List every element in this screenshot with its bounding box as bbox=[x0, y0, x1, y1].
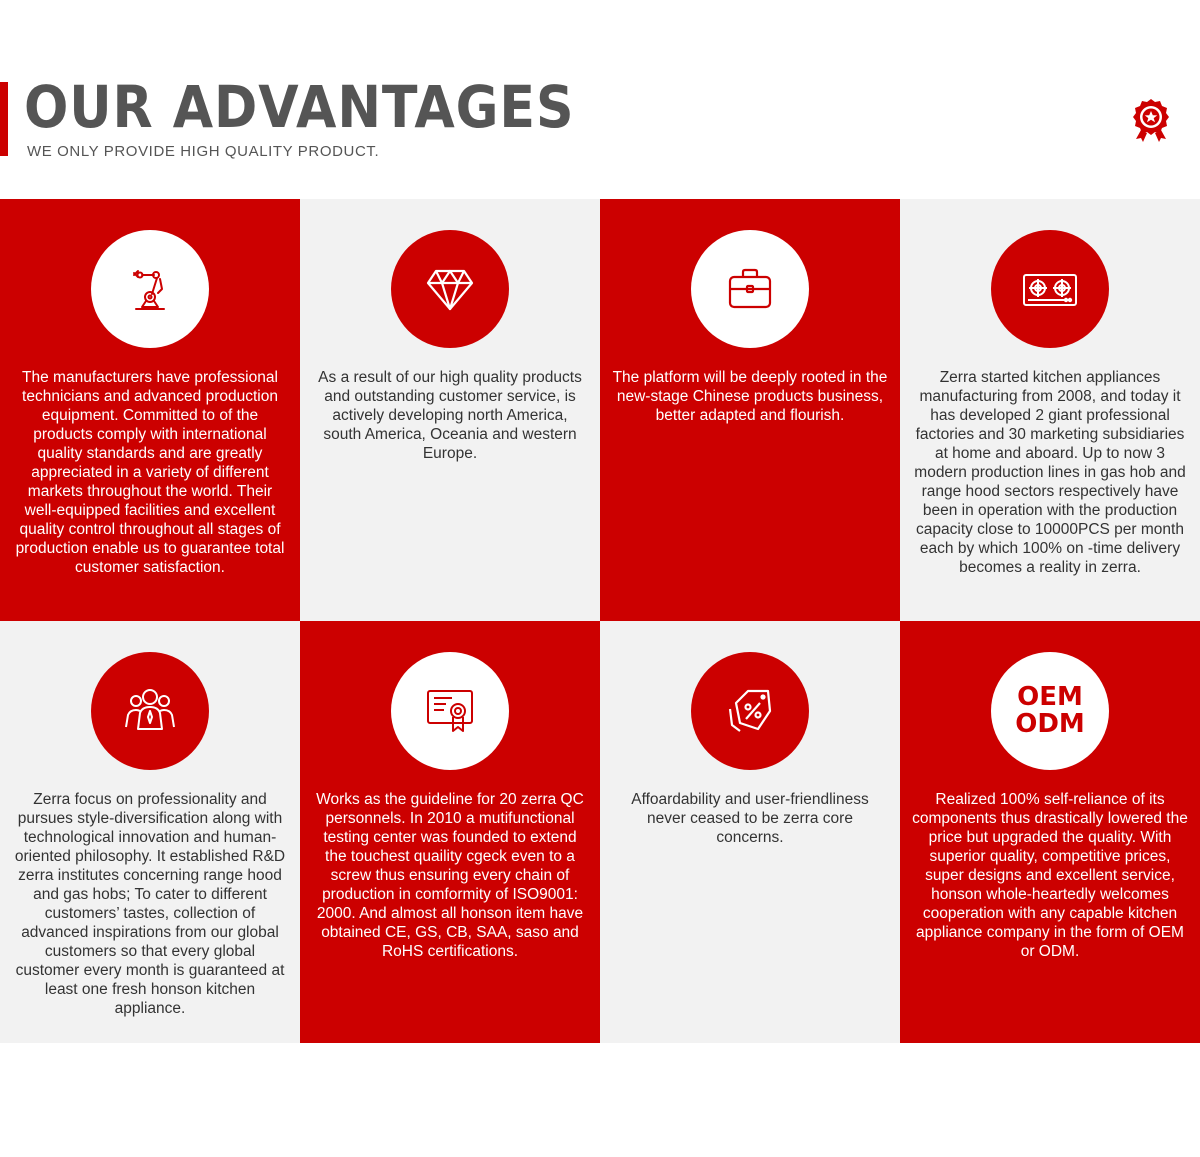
briefcase-icon bbox=[722, 261, 778, 317]
team-icon bbox=[122, 683, 178, 739]
icon-circle bbox=[991, 230, 1109, 348]
advantage-card-oem bbox=[900, 621, 1200, 1043]
title-accent-bar bbox=[0, 82, 8, 156]
section-header bbox=[0, 0, 1200, 199]
advantage-card-platform bbox=[600, 199, 900, 621]
certificate-icon bbox=[422, 683, 478, 739]
icon-circle bbox=[691, 652, 809, 770]
advantage-text: As a result of our high quality products and outstanding customer service, is actively developing north America, south America, Oceania and western Europe. bbox=[318, 369, 582, 462]
odm-label: ODM bbox=[1015, 709, 1085, 739]
advantage-card-equipment bbox=[0, 199, 300, 621]
advantage-card-innovation bbox=[0, 621, 300, 1043]
advantage-text: Realized 100% self-reliance of its components thus drastically lowered the price but upgraded the quality. With superior quality, competitive prices, super designs and excellent service, honson whole-heartedly welcomes cooperation with any capable kitchen appliance company in the form of OEM or ODM. bbox=[912, 791, 1188, 960]
advantage-text: Works as the guideline for 20 zerra QC personnels. In 2010 a mutifunctional testing center was founded to extend the touchest quaility cgeck even to a screw thus ensuring every chain of production in comformity of ISO9001: 2000. And almost all honson item have obtained CE, GS, CB, SAA, saso and RoHS certifications. bbox=[316, 791, 584, 960]
advantage-text: The manufacturers have professional technicians and advanced production equipment. Committed to of the products comply with international quality standards and are greatly appreciated in a variety of different markets throughout the world. Their well-equipped facilities and excellent quality control throughout all stages of production enable us to guarantee total customer satisfaction. bbox=[15, 369, 285, 576]
advantage-text: Zerra focus on professionality and pursues style-diversification along with technological innovation and human-oriented philosophy. It established R&D zerra institutes concerning range hood and gas hobs; To cater to different customers’ tastes, collection of advanced inspirations from our global customers so that every global customer every month is guaranteed at least one fresh honson kitchen appliance. bbox=[14, 791, 286, 1017]
advantage-text: Zerra started kitchen appliances manufacturing from 2008, and today it has developed 2 giant professional factories and 30 marketing subsidiaries at home and aboard. Up to now 3 modern production lines in gas hob and range hood sectors respectively have been in operation with the production capacity close to 10000PCS per month each by which 100% on -time delivery becomes a reality in zerra. bbox=[914, 369, 1186, 576]
advantages-grid bbox=[0, 199, 1200, 1043]
icon-circle bbox=[991, 652, 1109, 770]
advantage-text: The platform will be deeply rooted in the new-stage Chinese products business, better adapted and flourish. bbox=[612, 369, 888, 424]
gas-hob-icon bbox=[1022, 261, 1078, 317]
icon-circle bbox=[391, 230, 509, 348]
advantage-text: Affoardability and user-friendliness never ceased to be zerra core concerns. bbox=[631, 791, 869, 846]
award-medal-icon bbox=[1130, 97, 1172, 143]
advantage-card-affordability bbox=[600, 621, 900, 1043]
oem-label: OEM bbox=[1017, 682, 1083, 712]
robot-arm-icon bbox=[122, 261, 178, 317]
page-title: OUR ADVANTAGES bbox=[24, 73, 575, 141]
page-subtitle: WE ONLY PROVIDE HIGH QUALITY PRODUCT. bbox=[27, 143, 380, 160]
icon-circle bbox=[91, 230, 209, 348]
advantage-card-testing bbox=[300, 621, 600, 1043]
advantage-card-history bbox=[900, 199, 1200, 621]
icon-circle bbox=[391, 652, 509, 770]
discount-tag-icon bbox=[722, 683, 778, 739]
advantage-card-quality bbox=[300, 199, 600, 621]
oem-odm-icon bbox=[1015, 684, 1085, 738]
icon-circle bbox=[691, 230, 809, 348]
icon-circle bbox=[91, 652, 209, 770]
diamond-icon bbox=[422, 261, 478, 317]
